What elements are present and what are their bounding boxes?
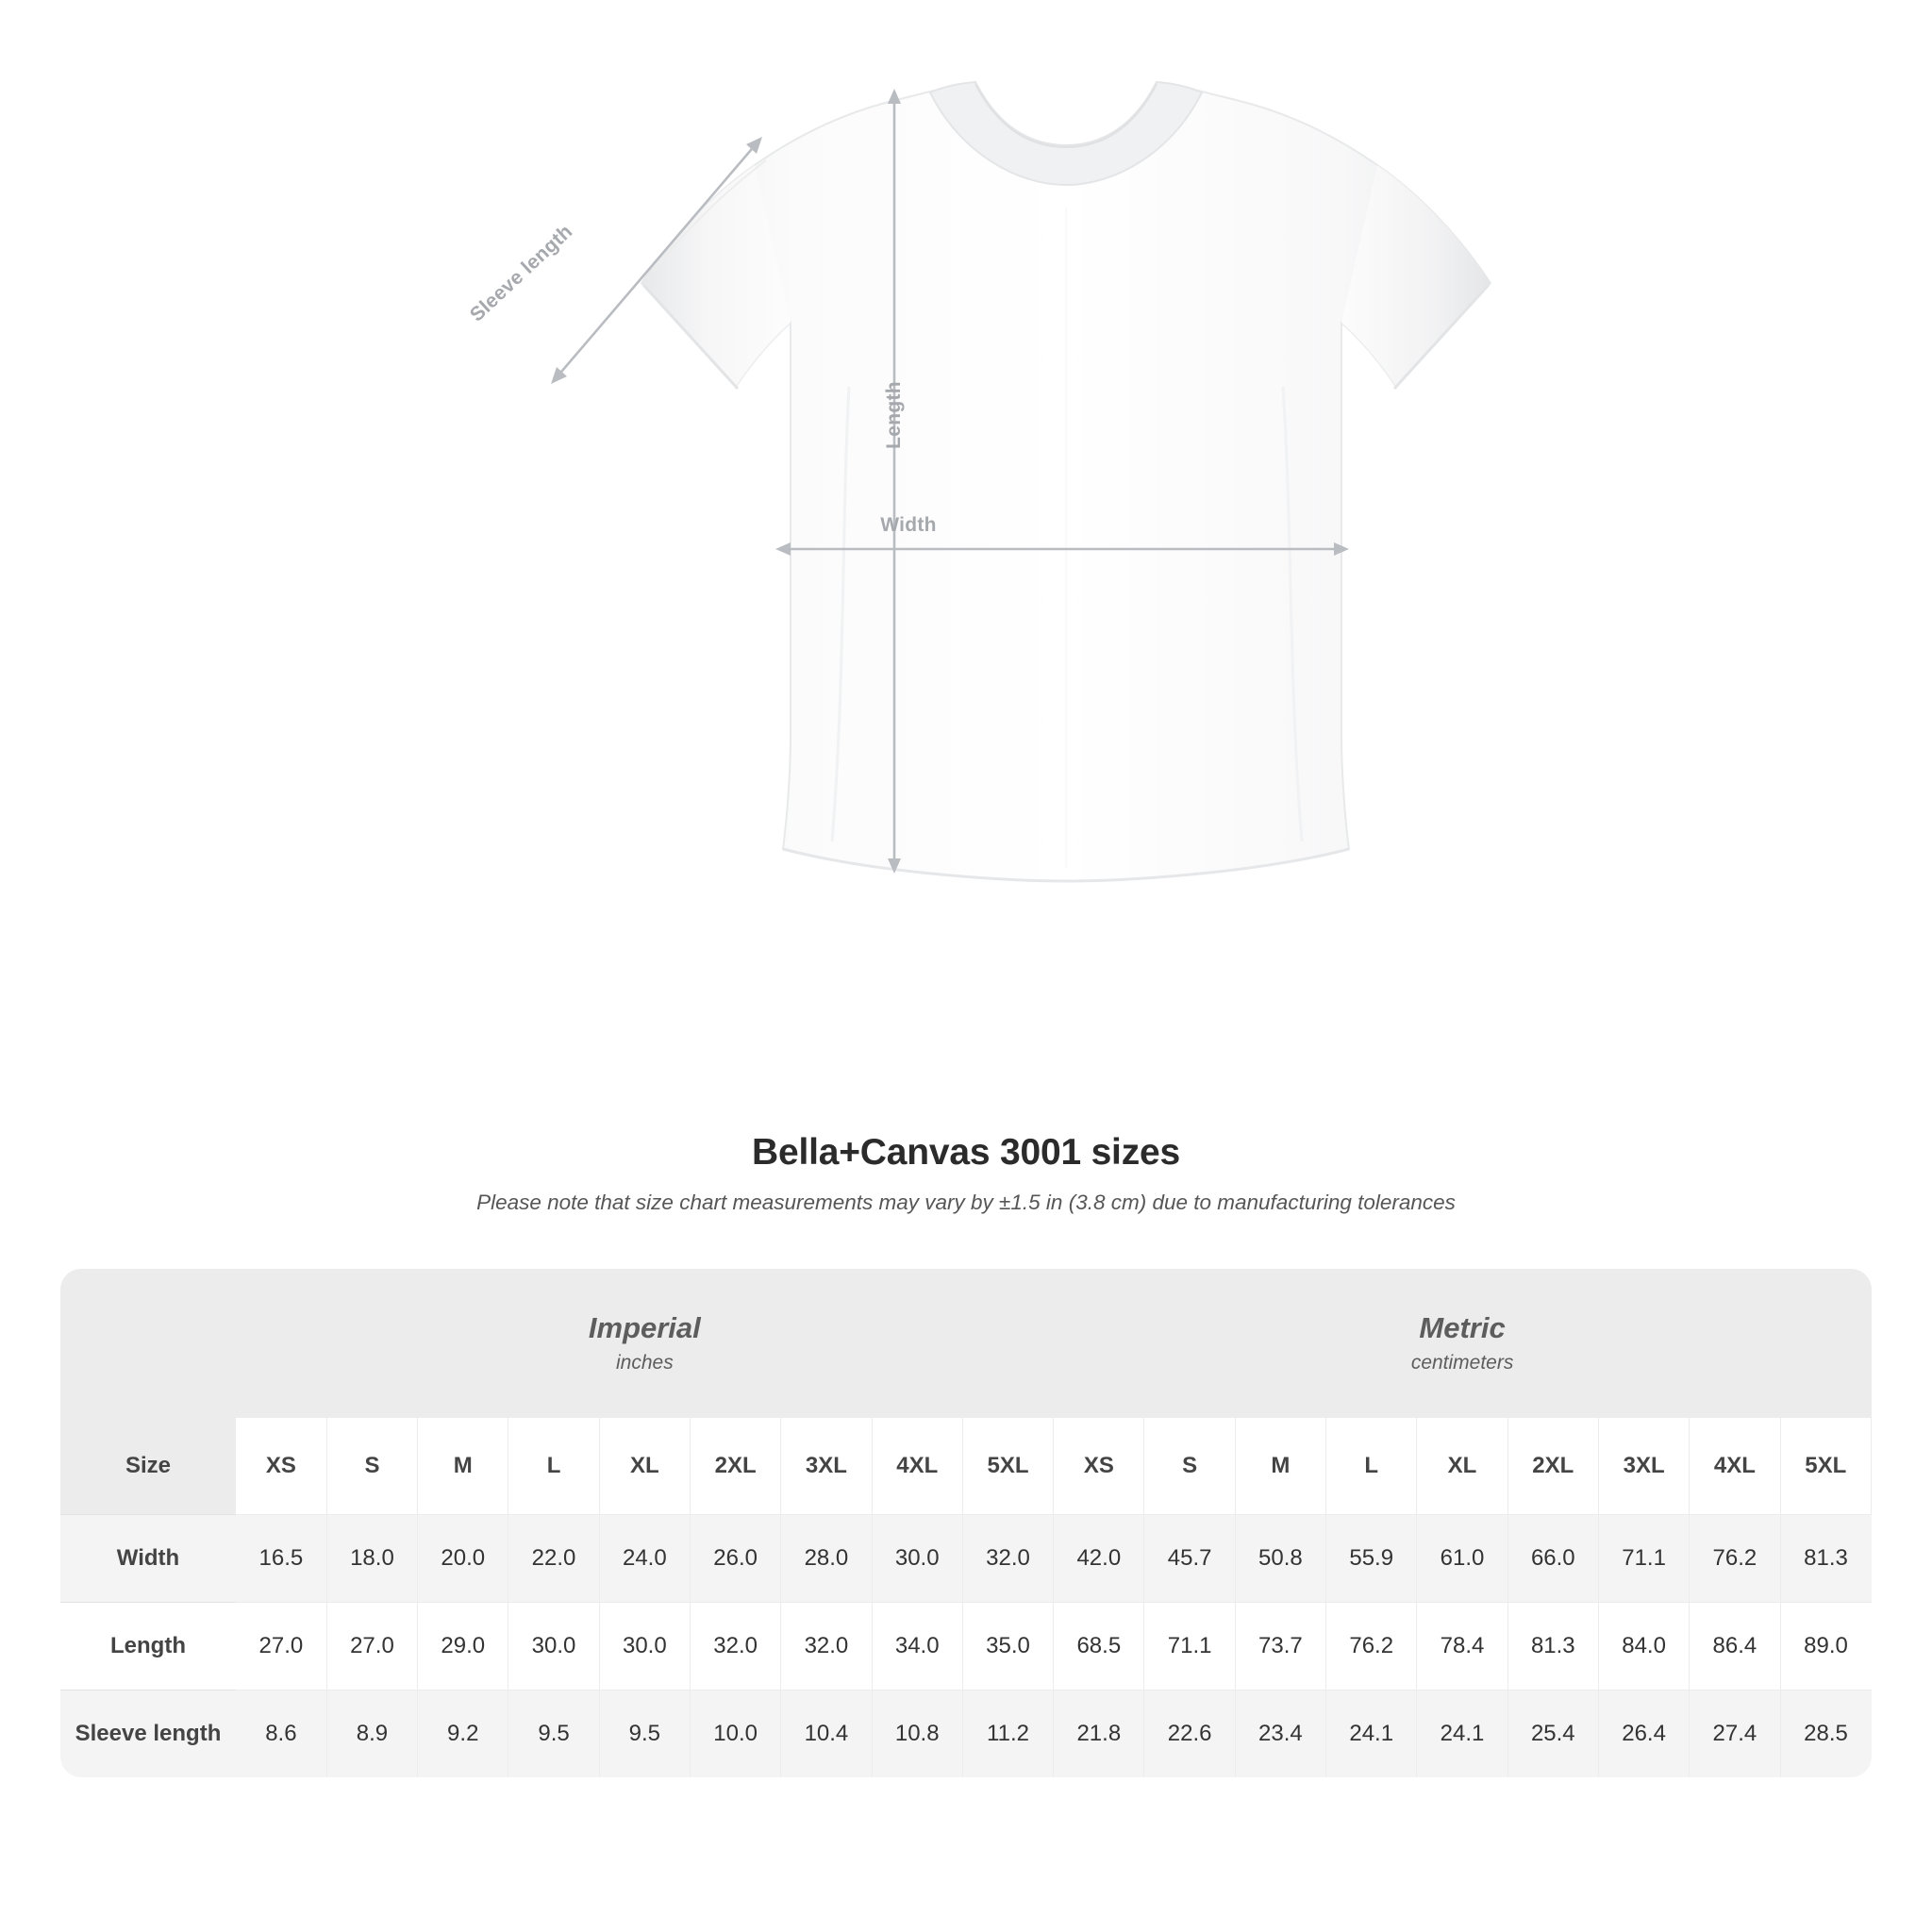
cell-metric: 28.5 [1780,1690,1871,1778]
cell-metric: 25.4 [1507,1690,1598,1778]
cell-imperial: 34.0 [872,1603,962,1690]
cell-imperial: 22.0 [508,1515,599,1603]
cell-imperial: 8.6 [236,1690,326,1778]
size-header-metric-m: M [1235,1418,1325,1515]
page-title: Bella+Canvas 3001 sizes [752,1132,1180,1173]
cell-metric: 81.3 [1780,1515,1871,1603]
tshirt-front-icon [406,75,1519,1047]
size-header-metric-5xl: 5XL [1780,1418,1871,1515]
unit-group-imperial-sub: inches [615,1352,674,1374]
cell-imperial: 9.5 [599,1690,690,1778]
size-header-metric-3xl: 3XL [1598,1418,1689,1515]
cell-imperial: 9.2 [418,1690,508,1778]
size-header-metric-xs: XS [1054,1418,1144,1515]
cell-imperial: 35.0 [962,1603,1053,1690]
cell-metric: 81.3 [1507,1603,1598,1690]
size-table-container [60,1269,1872,1777]
size-header-label: Size [60,1418,236,1515]
cell-imperial: 30.0 [508,1603,599,1690]
cell-metric: 71.1 [1144,1603,1235,1690]
cell-imperial: 20.0 [418,1515,508,1603]
size-header-row [60,1418,1872,1515]
cell-metric: 78.4 [1417,1603,1507,1690]
unit-group-metric-sub: centimeters [1410,1352,1514,1374]
cell-imperial: 30.0 [872,1515,962,1603]
unit-header-corner [60,1269,236,1418]
cell-metric: 55.9 [1326,1515,1417,1603]
cell-metric: 73.7 [1235,1603,1325,1690]
size-header-imperial-5xl: 5XL [962,1418,1053,1515]
cell-metric: 27.4 [1690,1690,1780,1778]
cell-imperial: 16.5 [236,1515,326,1603]
cell-metric: 26.4 [1598,1690,1689,1778]
cell-metric: 24.1 [1326,1690,1417,1778]
unit-group-metric-name: Metric [1419,1310,1506,1344]
cell-metric: 61.0 [1417,1515,1507,1603]
size-header-imperial-xs: XS [236,1418,326,1515]
cell-imperial: 8.9 [326,1690,417,1778]
cell-imperial: 24.0 [599,1515,690,1603]
unit-group-metric [1054,1269,1872,1418]
size-header-metric-xl: XL [1417,1418,1507,1515]
cell-metric: 24.1 [1417,1690,1507,1778]
annotation-width: Width [880,514,937,536]
cell-imperial: 10.0 [690,1690,780,1778]
cell-imperial: 10.8 [872,1690,962,1778]
table-row [60,1603,1872,1690]
cell-imperial: 32.0 [962,1515,1053,1603]
tshirt-image [406,75,1519,1047]
cell-metric: 23.4 [1235,1690,1325,1778]
cell-imperial: 27.0 [236,1603,326,1690]
row-label-sleeve-length: Sleeve length [60,1690,236,1778]
size-header-imperial-4xl: 4XL [872,1418,962,1515]
chart-heading-block [0,1132,1932,1215]
cell-imperial: 26.0 [690,1515,780,1603]
unit-group-imperial-name: Imperial [588,1310,701,1344]
size-header-metric-l: L [1326,1418,1417,1515]
unit-group-imperial [236,1269,1054,1418]
cell-metric: 89.0 [1780,1603,1871,1690]
cell-metric: 42.0 [1054,1515,1144,1603]
cell-metric: 76.2 [1690,1515,1780,1603]
cell-metric: 76.2 [1326,1603,1417,1690]
cell-metric: 71.1 [1598,1515,1689,1603]
cell-metric: 66.0 [1507,1515,1598,1603]
size-header-imperial-3xl: 3XL [781,1418,872,1515]
cell-imperial: 27.0 [326,1603,417,1690]
size-header-imperial-xl: XL [599,1418,690,1515]
size-header-metric-s: S [1144,1418,1235,1515]
cell-metric: 84.0 [1598,1603,1689,1690]
table-row [60,1690,1872,1778]
cell-imperial: 32.0 [690,1603,780,1690]
size-header-imperial-2xl: 2XL [690,1418,780,1515]
size-header-imperial-m: M [418,1418,508,1515]
cell-metric: 50.8 [1235,1515,1325,1603]
cell-imperial: 29.0 [418,1603,508,1690]
size-header-imperial-s: S [326,1418,417,1515]
table-row [60,1515,1872,1603]
annotation-sleeve-length: Sleeve length [465,220,577,326]
chart-note: Please note that size chart measurements may vary by ±1.5 in (3.8 cm) due to manufacturing tolerances [476,1191,1456,1214]
row-label-length: Length [60,1603,236,1690]
cell-metric: 68.5 [1054,1603,1144,1690]
cell-metric: 86.4 [1690,1603,1780,1690]
cell-metric: 21.8 [1054,1690,1144,1778]
size-table [60,1269,1872,1777]
cell-imperial: 9.5 [508,1690,599,1778]
annotation-length: Length [883,381,905,449]
size-header-metric-2xl: 2XL [1507,1418,1598,1515]
size-header-metric-4xl: 4XL [1690,1418,1780,1515]
cell-imperial: 11.2 [962,1690,1053,1778]
cell-metric: 45.7 [1144,1515,1235,1603]
cell-imperial: 32.0 [781,1603,872,1690]
unit-header-row [60,1269,1872,1418]
cell-imperial: 30.0 [599,1603,690,1690]
cell-metric: 22.6 [1144,1690,1235,1778]
size-header-imperial-l: L [508,1418,599,1515]
row-label-width: Width [60,1515,236,1603]
cell-imperial: 18.0 [326,1515,417,1603]
cell-imperial: 28.0 [781,1515,872,1603]
cell-imperial: 10.4 [781,1690,872,1778]
